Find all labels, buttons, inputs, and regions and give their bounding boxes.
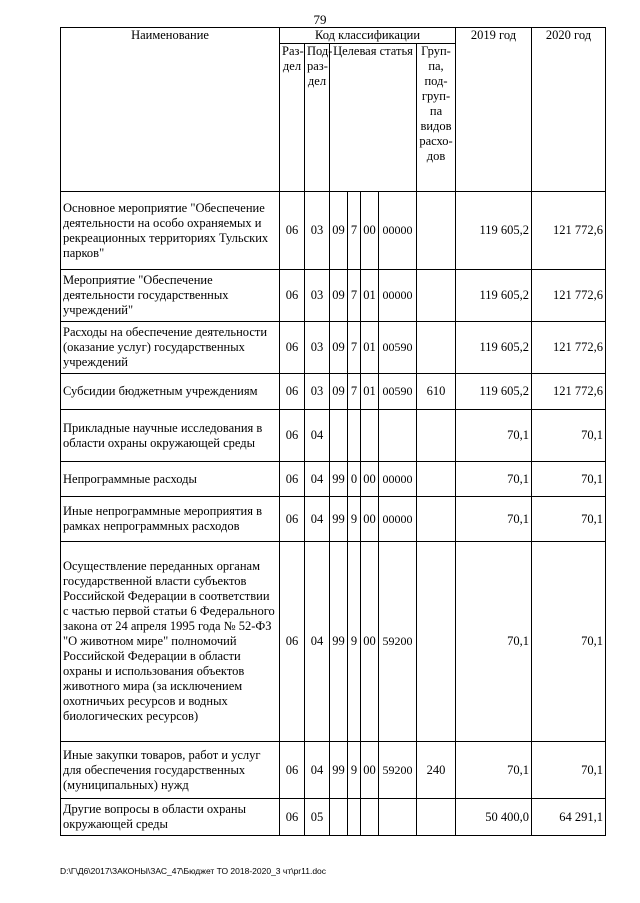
target-event-cell: 00: [361, 742, 379, 799]
podrazdel-cell: 05: [305, 799, 330, 836]
podrazdel-cell: 03: [305, 374, 330, 410]
amount-2019-cell: 119 605,2: [456, 322, 532, 374]
target-event-cell: 00: [361, 462, 379, 497]
header-2019: 2019 год: [456, 28, 532, 192]
target-event-cell: 00: [361, 192, 379, 270]
row-name: Иные непрограммные мероприятия в рамках непрограммных расходов: [61, 497, 280, 542]
target-direction-cell: 00000: [379, 462, 417, 497]
podrazdel-cell: 03: [305, 270, 330, 322]
target-direction-cell: 00000: [379, 497, 417, 542]
razdel-cell: 06: [280, 497, 305, 542]
target-event-cell: [361, 799, 379, 836]
amount-2019-cell: 70,1: [456, 742, 532, 799]
target-event-cell: 01: [361, 270, 379, 322]
target-subprogram-cell: 7: [348, 374, 361, 410]
amount-2020-cell: 70,1: [532, 462, 606, 497]
row-name: Расходы на обеспечение деятельности (оказание услуг) государственных учреждений: [61, 322, 280, 374]
row-name: Прикладные научные исследования в области охраны окружающей среды: [61, 410, 280, 462]
table-row: [61, 410, 606, 462]
podrazdel-cell: 04: [305, 542, 330, 742]
expense-type-cell: 240: [417, 742, 456, 799]
target-program-cell: 99: [330, 742, 348, 799]
target-subprogram-cell: 7: [348, 270, 361, 322]
amount-2019-cell: 70,1: [456, 410, 532, 462]
razdel-cell: 06: [280, 270, 305, 322]
amount-2020-cell: 70,1: [532, 410, 606, 462]
target-subprogram-cell: 9: [348, 742, 361, 799]
expense-type-cell: [417, 462, 456, 497]
target-event-cell: 00: [361, 497, 379, 542]
target-program-cell: 09: [330, 192, 348, 270]
target-subprogram-cell: 7: [348, 322, 361, 374]
podrazdel-cell: 04: [305, 497, 330, 542]
table-row: [61, 799, 606, 836]
target-direction-cell: 00590: [379, 322, 417, 374]
row-name: Осуществление переданных органам государственной власти субъектов Российской Федерации в соответствии с частью первой статьи 6 Федерального закона от 24 апреля 1995 года № 52-ФЗ "О животном мире" полномочий Российской Федерации в области охраны и использования объектов животного мира (за исключением охотничьих ресурсов и водных биологических ресурсов): [61, 542, 280, 742]
row-name: Иные закупки товаров, работ и услуг для обеспечения государственных (муниципальных) нужд: [61, 742, 280, 799]
amount-2019-cell: 119 605,2: [456, 374, 532, 410]
razdel-cell: 06: [280, 542, 305, 742]
expense-type-cell: [417, 497, 456, 542]
target-program-cell: 09: [330, 322, 348, 374]
expense-type-cell: [417, 322, 456, 374]
target-direction-cell: 00000: [379, 192, 417, 270]
razdel-cell: 06: [280, 374, 305, 410]
razdel-cell: 06: [280, 192, 305, 270]
row-name: Другие вопросы в области охраны окружающей среды: [61, 799, 280, 836]
target-direction-cell: 59200: [379, 542, 417, 742]
amount-2019-cell: 70,1: [456, 462, 532, 497]
amount-2020-cell: 121 772,6: [532, 192, 606, 270]
amount-2020-cell: 121 772,6: [532, 322, 606, 374]
razdel-cell: 06: [280, 799, 305, 836]
header-razdel: Раз- дел: [280, 44, 305, 192]
row-name: Основное мероприятие "Обеспечение деятельности на особо охраняемых и рекреационных территориях Тульских парков": [61, 192, 280, 270]
target-program-cell: 99: [330, 542, 348, 742]
razdel-cell: 06: [280, 742, 305, 799]
amount-2020-cell: 121 772,6: [532, 270, 606, 322]
expense-type-cell: [417, 799, 456, 836]
target-program-cell: 99: [330, 497, 348, 542]
row-name: Непрограммные расходы: [61, 462, 280, 497]
header-group: Груп- па, под- груп- па видов расхо- дов: [417, 44, 456, 192]
podrazdel-cell: 04: [305, 410, 330, 462]
amount-2019-cell: 119 605,2: [456, 270, 532, 322]
target-event-cell: [361, 410, 379, 462]
amount-2019-cell: 119 605,2: [456, 192, 532, 270]
header-code: Код классификации: [280, 28, 456, 44]
amount-2020-cell: 64 291,1: [532, 799, 606, 836]
table-row: [61, 374, 606, 410]
amount-2020-cell: 70,1: [532, 742, 606, 799]
amount-2020-cell: 70,1: [532, 542, 606, 742]
amount-2020-cell: 70,1: [532, 497, 606, 542]
expense-type-cell: 610: [417, 374, 456, 410]
target-subprogram-cell: 7: [348, 192, 361, 270]
table-row: [61, 497, 606, 542]
table-row: [61, 270, 606, 322]
table-row: [61, 322, 606, 374]
target-subprogram-cell: 0: [348, 462, 361, 497]
amount-2020-cell: 121 772,6: [532, 374, 606, 410]
target-subprogram-cell: 9: [348, 497, 361, 542]
target-program-cell: [330, 410, 348, 462]
file-path-footer: D:\Г\Д6\2017\ЗАКОНЫ\ЗАС_47\Бюджет ТО 2018-2020_3 чт\pr11.doc: [60, 866, 327, 876]
target-program-cell: 09: [330, 270, 348, 322]
target-event-cell: 01: [361, 322, 379, 374]
target-subprogram-cell: [348, 799, 361, 836]
target-program-cell: 99: [330, 462, 348, 497]
podrazdel-cell: 04: [305, 742, 330, 799]
podrazdel-cell: 03: [305, 192, 330, 270]
expense-type-cell: [417, 542, 456, 742]
target-direction-cell: [379, 410, 417, 462]
amount-2019-cell: 70,1: [456, 542, 532, 742]
podrazdel-cell: 04: [305, 462, 330, 497]
expense-type-cell: [417, 270, 456, 322]
table-row: [61, 192, 606, 270]
row-name: Субсидии бюджетным учреждениям: [61, 374, 280, 410]
table-row: [61, 542, 606, 742]
budget-table: [60, 27, 606, 836]
target-program-cell: [330, 799, 348, 836]
target-direction-cell: [379, 799, 417, 836]
target-direction-cell: 59200: [379, 742, 417, 799]
expense-type-cell: [417, 410, 456, 462]
table-row: [61, 742, 606, 799]
amount-2019-cell: 70,1: [456, 497, 532, 542]
target-direction-cell: 00590: [379, 374, 417, 410]
razdel-cell: 06: [280, 322, 305, 374]
target-subprogram-cell: 9: [348, 542, 361, 742]
row-name: Мероприятие "Обеспечение деятельности государственных учреждений": [61, 270, 280, 322]
target-subprogram-cell: [348, 410, 361, 462]
target-event-cell: 01: [361, 374, 379, 410]
page-number: 79: [313, 12, 327, 27]
header-podrazdel: Под- раз- дел: [305, 44, 330, 192]
target-program-cell: 09: [330, 374, 348, 410]
razdel-cell: 06: [280, 462, 305, 497]
podrazdel-cell: 03: [305, 322, 330, 374]
amount-2019-cell: 50 400,0: [456, 799, 532, 836]
razdel-cell: 06: [280, 410, 305, 462]
expense-type-cell: [417, 192, 456, 270]
header-2020: 2020 год: [532, 28, 606, 192]
table-row: [61, 462, 606, 497]
header-name: Наименование: [61, 28, 280, 192]
target-event-cell: 00: [361, 542, 379, 742]
header-target: Целевая статья: [330, 44, 417, 192]
target-direction-cell: 00000: [379, 270, 417, 322]
